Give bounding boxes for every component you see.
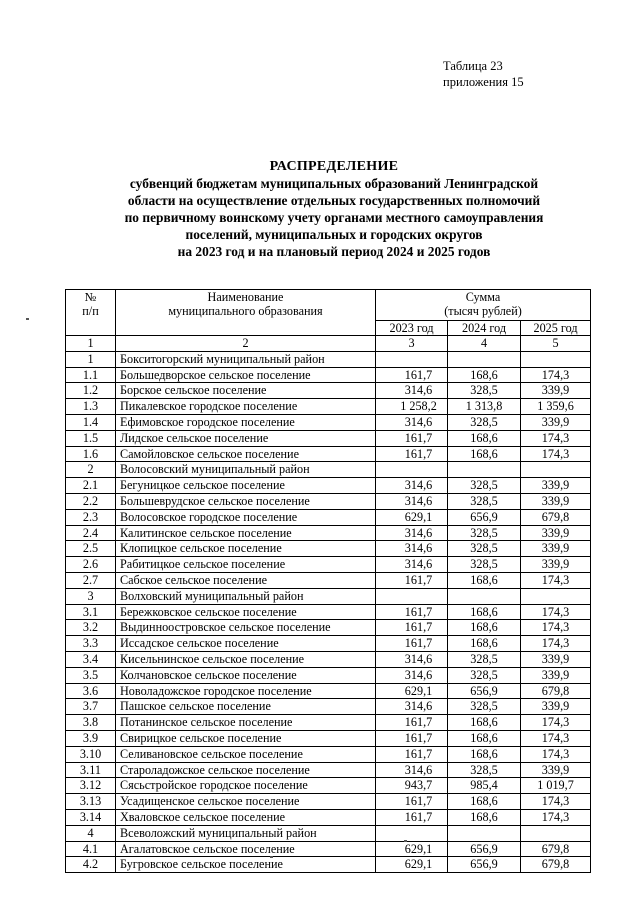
- table-row: [66, 620, 591, 636]
- value-2024: 656,9: [448, 841, 521, 857]
- row-name: Сабское сельское поселение: [116, 572, 376, 588]
- value-2025: 174,3: [521, 730, 591, 746]
- value-2025: 679,8: [521, 857, 591, 873]
- table-row: [66, 604, 591, 620]
- row-name: Борское сельское поселение: [116, 383, 376, 399]
- row-number: 1.4: [66, 414, 116, 430]
- row-number: 1.3: [66, 399, 116, 415]
- row-name: Потанинское сельское поселение: [116, 715, 376, 731]
- row-name: Бокситогорский муниципальный район: [116, 351, 376, 367]
- table-row: [66, 746, 591, 762]
- value-2024: 985,4: [448, 778, 521, 794]
- distribution-table: [65, 289, 591, 873]
- column-number: 2: [116, 336, 376, 352]
- row-name: Сясьстройское городское поселение: [116, 778, 376, 794]
- value-2024: [448, 462, 521, 478]
- row-name: Калитинское сельское поселение: [116, 525, 376, 541]
- value-2024: 168,6: [448, 620, 521, 636]
- row-number: 3.8: [66, 715, 116, 731]
- value-2023: 314,6: [376, 557, 448, 573]
- row-name: Бережковское сельское поселение: [116, 604, 376, 620]
- table-row: [66, 636, 591, 652]
- value-2025: 1 019,7: [521, 778, 591, 794]
- row-number: 3.2: [66, 620, 116, 636]
- row-number: 3.10: [66, 746, 116, 762]
- value-2023: 314,6: [376, 651, 448, 667]
- table-row: [66, 430, 591, 446]
- value-2025: 339,9: [521, 541, 591, 557]
- table-row: [66, 857, 591, 873]
- table-row: [66, 762, 591, 778]
- value-2023: 629,1: [376, 509, 448, 525]
- table-row: [66, 572, 591, 588]
- value-2023: 161,7: [376, 746, 448, 762]
- row-number: 2.6: [66, 557, 116, 573]
- value-2024: 168,6: [448, 809, 521, 825]
- header-name-line1: Наименование: [207, 290, 284, 304]
- value-2023: 943,7: [376, 778, 448, 794]
- row-number: 4.2: [66, 857, 116, 873]
- row-name: Лидское сельское поселение: [116, 430, 376, 446]
- title-line: области на осуществление отдельных государственных полномочий: [127, 193, 541, 208]
- row-number: 3.13: [66, 794, 116, 810]
- value-2024: 656,9: [448, 509, 521, 525]
- header-sum-line1: Сумма: [465, 290, 501, 304]
- value-2023: 1 258,2: [376, 399, 448, 415]
- value-2025: 1 359,6: [521, 399, 591, 415]
- row-number: 3: [66, 588, 116, 604]
- value-2024: 328,5: [448, 541, 521, 557]
- table-row: [66, 699, 591, 715]
- row-name: Рабитицкое сельское поселение: [116, 557, 376, 573]
- row-name: Бугровское сельское поселение: [116, 857, 376, 873]
- value-2024: 168,6: [448, 604, 521, 620]
- value-2024: 328,5: [448, 493, 521, 509]
- row-name: Хваловское сельское поселение: [116, 809, 376, 825]
- header-number-line2: п/п: [82, 304, 99, 318]
- value-2024: 656,9: [448, 857, 521, 873]
- row-name: Пашское сельское поселение: [116, 699, 376, 715]
- table-row: [66, 809, 591, 825]
- header-sum-line2: (тысяч рублей): [444, 304, 522, 318]
- row-name: Свирицкое сельское поселение: [116, 730, 376, 746]
- row-name: Бегуницкое сельское поселение: [116, 478, 376, 494]
- table-row: [66, 588, 591, 604]
- value-2025: 174,3: [521, 572, 591, 588]
- value-2025: 174,3: [521, 746, 591, 762]
- column-number: 4: [448, 336, 521, 352]
- value-2023: 314,6: [376, 383, 448, 399]
- value-2025: 339,9: [521, 525, 591, 541]
- row-name: Селивановское сельское поселение: [116, 746, 376, 762]
- value-2025: 339,9: [521, 414, 591, 430]
- value-2025: 174,3: [521, 620, 591, 636]
- value-2023: 314,6: [376, 414, 448, 430]
- title-main: РАСПРЕДЕЛЕНИЕ: [269, 159, 399, 174]
- value-2023: 161,7: [376, 715, 448, 731]
- value-2024: 1 313,8: [448, 399, 521, 415]
- table-row: [66, 683, 591, 699]
- value-2024: 168,6: [448, 572, 521, 588]
- value-2025: 339,9: [521, 493, 591, 509]
- value-2023: 161,7: [376, 572, 448, 588]
- table-row: [66, 367, 591, 383]
- value-2025: 174,3: [521, 446, 591, 462]
- value-2023: 314,6: [376, 762, 448, 778]
- value-2023: 314,6: [376, 699, 448, 715]
- row-number: 2.2: [66, 493, 116, 509]
- header-year-2024: 2024 год: [448, 321, 521, 336]
- row-name: Усадищенское сельское поселение: [116, 794, 376, 810]
- row-name: Большедворское сельское поселение: [116, 367, 376, 383]
- row-number: 3.3: [66, 636, 116, 652]
- value-2024: 328,5: [448, 651, 521, 667]
- value-2023: 314,6: [376, 667, 448, 683]
- table-row: [66, 383, 591, 399]
- value-2025: 339,9: [521, 557, 591, 573]
- row-name: Ефимовское городское поселение: [116, 414, 376, 430]
- value-2023: 161,7: [376, 620, 448, 636]
- value-2023: 314,6: [376, 478, 448, 494]
- row-number: 3.12: [66, 778, 116, 794]
- table-row: [66, 414, 591, 430]
- table-row: [66, 462, 591, 478]
- value-2025: 174,3: [521, 809, 591, 825]
- row-name: Самойловское сельское поселение: [116, 446, 376, 462]
- title-line: поселений, муниципальных и городских округов: [185, 227, 483, 242]
- value-2024: [448, 825, 521, 841]
- column-number: 5: [521, 336, 591, 352]
- value-2024: 168,6: [448, 446, 521, 462]
- value-2023: [376, 588, 448, 604]
- table-row: [66, 541, 591, 557]
- table-row: [66, 651, 591, 667]
- scan-mark: [404, 840, 407, 842]
- header-year-2023: 2023 год: [376, 321, 448, 336]
- row-name: Волховский муниципальный район: [116, 588, 376, 604]
- value-2025: 174,3: [521, 715, 591, 731]
- row-number: 2.3: [66, 509, 116, 525]
- value-2024: 168,6: [448, 730, 521, 746]
- table-row: [66, 825, 591, 841]
- header-sum: [376, 290, 591, 321]
- row-name: Новоладожское городское поселение: [116, 683, 376, 699]
- header-number-line1: №: [84, 290, 97, 304]
- table-row: [66, 778, 591, 794]
- value-2023: 629,1: [376, 857, 448, 873]
- value-2024: 168,6: [448, 746, 521, 762]
- document-title: [60, 158, 608, 260]
- row-number: 3.4: [66, 651, 116, 667]
- table-row: [66, 446, 591, 462]
- value-2024: 656,9: [448, 683, 521, 699]
- row-number: 3.9: [66, 730, 116, 746]
- value-2025: 174,3: [521, 636, 591, 652]
- row-number: 2.7: [66, 572, 116, 588]
- row-number: 3.7: [66, 699, 116, 715]
- value-2023: 314,6: [376, 525, 448, 541]
- row-number: 1.5: [66, 430, 116, 446]
- value-2024: 328,5: [448, 699, 521, 715]
- row-number: 2.1: [66, 478, 116, 494]
- value-2023: 629,1: [376, 841, 448, 857]
- value-2025: [521, 462, 591, 478]
- table-row: [66, 794, 591, 810]
- value-2023: 161,7: [376, 794, 448, 810]
- row-name: Всеволожский муниципальный район: [116, 825, 376, 841]
- value-2024: 328,5: [448, 383, 521, 399]
- value-2023: 161,7: [376, 446, 448, 462]
- value-2024: [448, 351, 521, 367]
- row-name: Волосовское городское поселение: [116, 509, 376, 525]
- table-row: [66, 557, 591, 573]
- row-number: 2: [66, 462, 116, 478]
- value-2025: 339,9: [521, 651, 591, 667]
- scan-mark: [270, 856, 273, 858]
- table-row: [66, 351, 591, 367]
- value-2023: [376, 351, 448, 367]
- value-2025: [521, 351, 591, 367]
- value-2025: 174,3: [521, 430, 591, 446]
- value-2024: 328,5: [448, 525, 521, 541]
- title-line: по первичному воинскому учету органами местного самоуправления: [124, 210, 544, 225]
- value-2025: 679,8: [521, 841, 591, 857]
- value-2024: 328,5: [448, 762, 521, 778]
- value-2025: [521, 588, 591, 604]
- row-number: 1.1: [66, 367, 116, 383]
- row-number: 4.1: [66, 841, 116, 857]
- row-name: Староладожское сельское поселение: [116, 762, 376, 778]
- row-name: Большеврудское сельское поселение: [116, 493, 376, 509]
- row-number: 3.1: [66, 604, 116, 620]
- table-row: [66, 493, 591, 509]
- title-line: субвенций бюджетам муниципальных образований Ленинградской: [129, 176, 539, 191]
- header-name: [116, 290, 376, 336]
- header-year-2025: 2025 год: [521, 321, 591, 336]
- value-2025: 339,9: [521, 478, 591, 494]
- row-number: 1.6: [66, 446, 116, 462]
- header-name-line2: муниципального образования: [168, 304, 323, 318]
- scan-mark: [26, 318, 29, 320]
- value-2024: [448, 588, 521, 604]
- table-row: [66, 715, 591, 731]
- value-2025: 339,9: [521, 667, 591, 683]
- row-name: Клопицкое сельское поселение: [116, 541, 376, 557]
- header-number: [66, 290, 116, 336]
- column-number: 3: [376, 336, 448, 352]
- value-2023: [376, 825, 448, 841]
- row-number: 2.4: [66, 525, 116, 541]
- value-2024: 168,6: [448, 367, 521, 383]
- value-2024: 168,6: [448, 794, 521, 810]
- table-row: [66, 478, 591, 494]
- value-2024: 328,5: [448, 478, 521, 494]
- value-2024: 328,5: [448, 667, 521, 683]
- value-2023: 161,7: [376, 430, 448, 446]
- row-name: Агалатовское сельское поселение: [116, 841, 376, 857]
- table-row: [66, 841, 591, 857]
- value-2024: 168,6: [448, 430, 521, 446]
- value-2025: 339,9: [521, 699, 591, 715]
- value-2025: 339,9: [521, 383, 591, 399]
- value-2025: 174,3: [521, 367, 591, 383]
- row-name: Пикалевское городское поселение: [116, 399, 376, 415]
- value-2025: 679,8: [521, 509, 591, 525]
- value-2024: 168,6: [448, 715, 521, 731]
- row-number: 2.5: [66, 541, 116, 557]
- row-name: Выдинноостровское сельское поселение: [116, 620, 376, 636]
- value-2025: 174,3: [521, 604, 591, 620]
- value-2023: 314,6: [376, 541, 448, 557]
- table-row: [66, 509, 591, 525]
- column-number: 1: [66, 336, 116, 352]
- table-number: Таблица 23: [443, 59, 503, 73]
- value-2023: 314,6: [376, 493, 448, 509]
- row-number: 1.2: [66, 383, 116, 399]
- value-2025: 339,9: [521, 762, 591, 778]
- value-2023: 629,1: [376, 683, 448, 699]
- value-2023: 161,7: [376, 367, 448, 383]
- row-number: 3.14: [66, 809, 116, 825]
- value-2025: 174,3: [521, 794, 591, 810]
- table-row: [66, 667, 591, 683]
- title-line: на 2023 год и на плановый период 2024 и 2025 годов: [177, 244, 491, 259]
- row-name: Кисельнинское сельское поселение: [116, 651, 376, 667]
- table-row: [66, 730, 591, 746]
- row-number: 1: [66, 351, 116, 367]
- value-2023: 161,7: [376, 636, 448, 652]
- value-2024: 328,5: [448, 557, 521, 573]
- value-2025: 679,8: [521, 683, 591, 699]
- value-2023: 161,7: [376, 604, 448, 620]
- value-2024: 168,6: [448, 636, 521, 652]
- value-2023: 161,7: [376, 809, 448, 825]
- appendix-number: приложения 15: [443, 75, 524, 89]
- column-number-row: [66, 336, 591, 352]
- row-name: Иссадское сельское поселение: [116, 636, 376, 652]
- table-row: [66, 399, 591, 415]
- row-name: Колчановское сельское поселение: [116, 667, 376, 683]
- table-row: [66, 525, 591, 541]
- value-2025: [521, 825, 591, 841]
- value-2024: 328,5: [448, 414, 521, 430]
- row-number: 3.6: [66, 683, 116, 699]
- row-number: 4: [66, 825, 116, 841]
- row-name: Волосовский муниципальный район: [116, 462, 376, 478]
- table-reference: [443, 58, 524, 90]
- value-2023: 161,7: [376, 730, 448, 746]
- row-number: 3.5: [66, 667, 116, 683]
- value-2023: [376, 462, 448, 478]
- row-number: 3.11: [66, 762, 116, 778]
